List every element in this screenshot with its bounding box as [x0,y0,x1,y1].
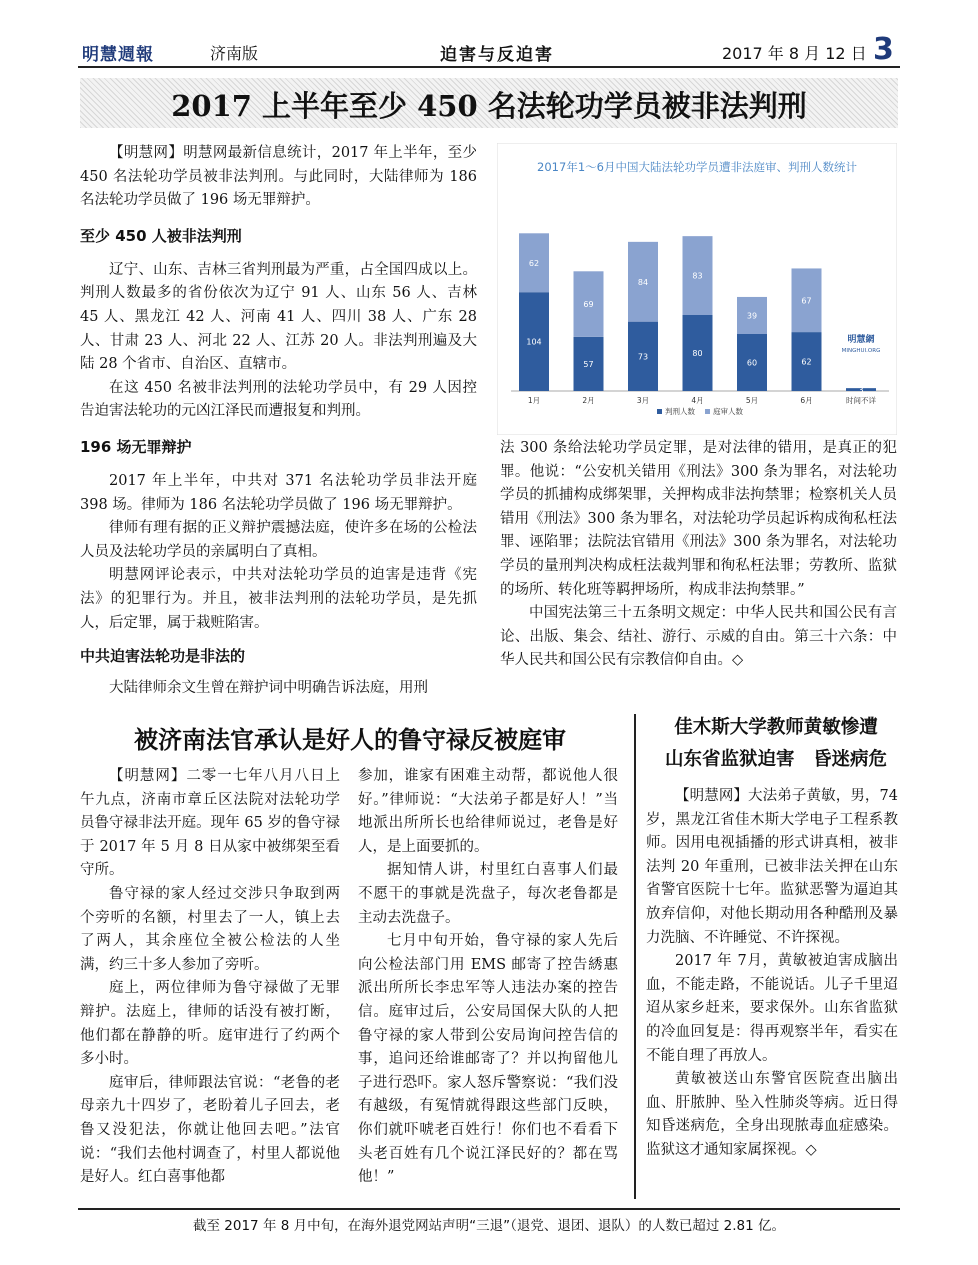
article1-paragraph: 在这 450 名被非法判刑的法轮功学员中，有 29 人因控告迫害法轮功的元凶江泽民而遭报复和判刑。 [80,379,477,420]
x-tick-label: 6月 [800,396,813,405]
bar-value-label: 80 [692,349,703,358]
bar-value-label: 104 [526,337,542,347]
bar-value-label: 60 [746,358,758,368]
article1-paragraph: 律师有理有据的正义辩护震撼法庭，使许多在场的公检法人员及法轮功学员的亲属明白了真相。 [80,520,477,560]
x-tick-label: 5月 [745,396,759,405]
article1-paragraph: 法 300 条给法轮功学员定罪，是对法律的错用，是真正的犯罪。他说：“公安机关错用《刑法》300 条为罪名，对法轮功学员的抓捕构成绑架罪，关押构成非法拘禁罪；检察机关人员错用《刑法》300 条为罪名，对法轮功学员起诉构成徇私枉法罪、诬陷罪；法院法官错用《刑法》300 条为罪名，对法轮功学员的量刑判决构成枉法裁判罪和徇私枉法罪；劳教所、监狱的场所、转化班等羁押场所，构成非法拘禁罪。” [500,440,897,598]
section-title: 迫害与反迫害 [440,45,554,65]
article2-paragraph: 据知情人讲，村里红白喜事人们最不愿干的事就是洗盘子，每次老鲁都是主动去洗盘子。 [358,862,618,926]
article1-paragraph: 大陆律师余文生曾在辩护词中明确告诉法庭，用刑 [109,680,428,697]
chart-watermark-url: MINGHUI.ORG [841,348,881,354]
header-rule [78,66,900,68]
bar-value-label: 69 [583,300,594,310]
article2-paragraph: 庭审后，律师跟法官说：“老鲁的老母亲九十四岁了，老盼着儿子回去，老鲁又没犯法，你就让他回去吧。”法官说：“我们去他村调查了，村里人都说他是好人。红白喜事他都 [80,1074,340,1186]
article3-body [646,785,898,1163]
bar-value-label: 84 [637,277,649,287]
article3-paragraph: 【明慧网】大法弟子黄敏，男，74 岁，黑龙江省佳木斯大学电子工程系教师。因用电视插播的形式讲真相，被非法判 20 年重刑，已被非法关押在山东省警官医院十七年。监狱恶警为逼迫其放弃信仰，对他长期动用各种酷刑及暴力洗脑、不许睡觉、不许探视。 [646,788,898,946]
article2-column1 [80,765,340,1190]
bar-value-label: 67 [801,296,812,306]
bar-value-label: 57 [583,359,594,369]
x-tick-label: 1月 [527,396,541,405]
article1-subheading-1: 至少 450 人被非法判刑 [80,226,242,245]
newspaper-brand: 明慧週報 [82,45,154,65]
article2-paragraph: 参加，谁家有困难主动帮，都说他人很好。”律师说：“大法弟子都是好人！”当地派出所所长也给律师说过，老鲁是好人，是上面要抓的。 [358,768,618,855]
page-number: 3 [873,32,894,67]
article3-title-line2: 山东省监狱迫害 昏迷病危 [664,749,887,770]
article3-paragraph: 黄敏被送山东警官医院查出脑出血、肝脓肿、坠入性肺炎等病。近日得知昏迷病危，全身出现脓毒血症感染。监狱这才通知家属探视。◇ [646,1071,898,1158]
article1-paragraph: 辽宁、山东、吉林三省判刑最为严重，占全国四成以上。判刑人数最多的省份依次为辽宁 91 人、山东 56 人、吉林 45 人、黑龙江 42 人、河南 41 人、四川 38 人、广东 28 人、甘肃 23 人、河北 22 人、江苏 20 人。非法判刑遍及大陆 28 个省市、自治区、直辖市。 [80,261,477,373]
legend-swatch [705,409,710,414]
footer-rule [78,1208,900,1210]
article3-paragraph: 2017 年 7月，黄敏被迫害成脑出血，不能走路，不能说话。儿子千里迢迢从家乡赶来，要求保外。山东省监狱的冷血回复是：得再观察半年，看实在不能自理了再放人。 [646,953,898,1064]
article1-title: 2017 上半年至少 450 名法轮功学员被非法判刑 [171,89,807,123]
article1-intro: 【明慧网】明慧网最新信息统计，2017 年上半年，至少 450 名法轮功学员被非法判刑。与此同时，大陆律师为 186 名法轮功学员做了 196 场无罪辩护。 [80,145,477,209]
article2-column2 [358,765,618,1190]
bar-value-label: 83 [692,271,703,281]
x-tick-label: 3月 [636,396,650,405]
column-divider [634,714,636,1199]
article1-subheading-2: 196 场无罪辩护 [80,437,192,456]
article2-paragraph: 七月中旬开始，鲁守禄的家人先后向公检法部门用 EMS 邮寄了控告綉惠派出所所长李忠军等人违法办案的控告信。庭审过后，公安局国保大队的人把鲁守禄的家人带到公安局询问控告信的事，追问还给谁邮寄了？并以拘留他儿子进行恐吓。家人怒斥警察说：“我们没有越级，有冤情就得跟这些部门反映，你们就吓唬老百姓行！你们也不看看下头老百姓有几个说江泽民好的？都在骂他！” [358,933,618,1186]
legend-swatch [657,409,662,414]
chart-watermark: 明慧網 [847,335,875,345]
article1-column1 [80,142,477,701]
article2-paragraph: 鲁守禄的家人经过交涉只争取到两个旁听的名额，村里去了一人，镇上去了两人，其余座位全被公检法的人坐满，约三十多人参加了旁听。 [80,885,340,973]
bar-value-label: 39 [746,311,758,321]
article2-paragraph: 【明慧网】二零一七年八月八日上午九点，济南市章丘区法院对法轮功学员鲁守禄非法开庭。现年 65 岁的鲁守禄于 2017 年 5 月 8 日从家中被绑架至看守所。 [80,768,340,879]
issue-date: 2017 年 8 月 12 日 [722,44,867,63]
chart-title: 2017年1～6月中国大陆法轮功学员遭非法庭审、判刑人数统计 [537,160,857,174]
x-tick-label: 时间不详 [846,396,876,405]
article1-paragraph: 2017 年上半年，中共对 371 名法轮功学员非法开庭 398 场。律师为 186 名法轮功学员做了 196 场无罪辩护。 [80,472,477,513]
bar-value-label: 3 [858,385,864,395]
article2-title: 被济南法官承认是好人的鲁守禄反被庭审 [134,726,566,754]
legend-label: 判刑人数 [665,407,695,416]
article2-paragraph: 庭上，两位律师为鲁守禄做了无罪辩护。法庭上，律师的话没有被打断，他们都在静静的听。庭审进行了约两个多小时。 [80,980,340,1068]
article3-title [645,712,907,776]
article1-column2 [500,437,897,673]
x-tick-label: 4月 [691,396,704,405]
article1-paragraph: 中国宪法第三十五条明文规定：中华人民共和国公民有言论、出版、集会、结社、游行、示威的自由。第三十六条：中华人民共和国公民有宗教信仰自由。◇ [500,605,897,669]
article3-title-line1: 佳木斯大学教师黄敏惨遭 [674,717,878,738]
x-tick-label: 2月 [582,396,595,405]
bar-value-label: 62 [528,258,540,268]
bar-value-label: 62 [801,357,812,367]
legend-label: 庭审人数 [713,407,743,416]
sentencing-chart [497,143,897,435]
bar-value-label: 73 [637,352,649,362]
article1-paragraph: 明慧网评论表示，中共对法轮功学员的迫害是违背《宪法》的犯罪行为。并且，被非法判刑的法轮功学员，是先抓人，后定罪，属于栽赃陷害。 [80,567,477,631]
article1-subheading-3: 中共迫害法轮功是非法的 [80,647,246,666]
footer-notice: 截至 2017 年 8 月中旬，在海外退党网站声明“三退”（退党、退团、退队）的人数已超过 2.81 亿。 [193,1218,785,1234]
edition-label: 济南版 [210,44,259,63]
